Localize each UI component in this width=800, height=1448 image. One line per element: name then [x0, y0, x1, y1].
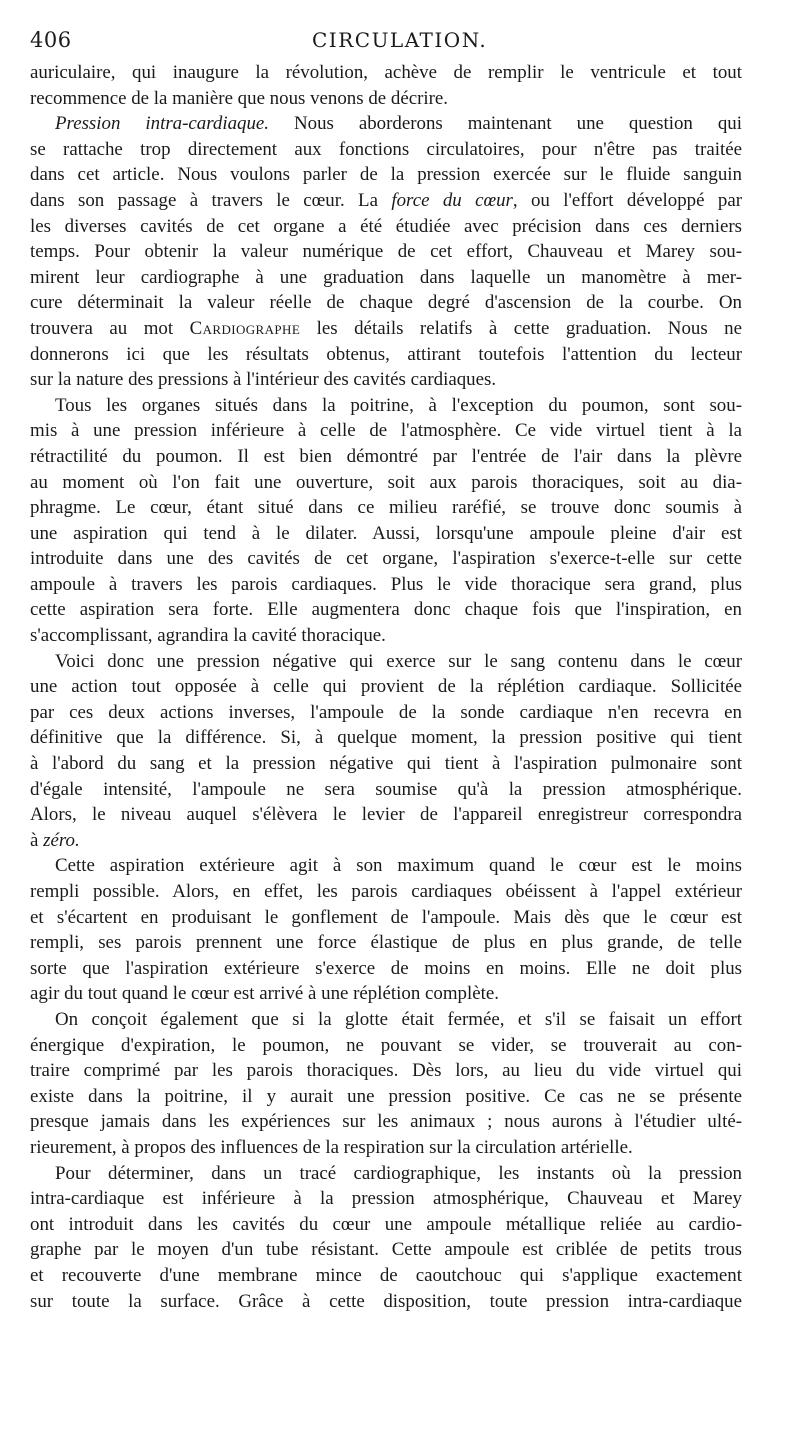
- text-line: [30, 316, 742, 342]
- text-line: existe dans la poitrine, il y aurait une pression positive. Ce cas ne se présente: [30, 1085, 742, 1107]
- text-line: rétractilité du poumon. Il est bien démontré par l'entrée de l'air dans la plèvre: [30, 445, 742, 467]
- cross-reference: Cardiographe: [189, 317, 301, 339]
- text-line: [30, 188, 742, 214]
- paragraph: [30, 853, 742, 1007]
- text-line: [30, 828, 742, 854]
- text-line: On conçoit également que si la glotte était fermée, et s'il se faisait un effort: [55, 1008, 742, 1030]
- book-page: [30, 24, 742, 1314]
- text-line: cette aspiration sera forte. Elle augmentera donc chaque fois que l'inspiration, en: [30, 599, 742, 621]
- text-line: sur la nature des pressions à l'intérieur des cavités cardiaques.: [30, 369, 497, 391]
- text-line: agir du tout quand le cœur est arrivé à une réplétion complète.: [30, 983, 499, 1005]
- text-line: intra-cardiaque est inférieure à la pression atmosphérique, Chauveau et Marey: [30, 1188, 742, 1210]
- paragraph: [30, 649, 742, 854]
- text-line: sorte que l'aspiration extérieure s'exerce de moins en moins. Elle ne doit plus: [30, 957, 742, 979]
- text-line: et recouverte d'une membrane mince de caoutchouc qui s'applique exactement: [30, 1264, 742, 1286]
- text-line: introduite dans une des cavités de cet organe, l'aspiration s'exerce-t-elle sur cette: [30, 548, 742, 570]
- text-fragment: , ou l'effort développé par: [512, 189, 742, 211]
- text-line: temps. Pour obtenir la valeur numérique de cet effort, Chauveau et Marey sou-: [30, 241, 742, 263]
- paragraph: [30, 111, 742, 393]
- text-line: mirent leur cardiographe à une graduation dans laquelle un manomètre à mer-: [30, 266, 742, 288]
- text-line: une action tout opposée à celle qui provient de la réplétion cardiaque. Sollicitée: [30, 676, 742, 698]
- page-header: [30, 24, 742, 60]
- text-fragment: à: [30, 829, 44, 851]
- text-fragment: dans son passage à travers le cœur. La: [30, 189, 392, 211]
- text-line: par ces deux actions inverses, l'ampoule de la sonde cardiaque n'en recevra en: [30, 701, 742, 723]
- text-line: traire comprimé par les parois thoraciques. Dès lors, au lieu du vide virtuel qui: [30, 1060, 742, 1082]
- text-line: s'accomplissant, agrandira la cavité thoracique.: [30, 625, 386, 647]
- page-number: 406: [30, 28, 72, 52]
- text-fragment: trouvera au mot: [30, 317, 190, 339]
- paragraph: [30, 60, 742, 111]
- text-line: à l'abord du sang et la pression négative qui tient à l'aspiration pulmonaire sont: [30, 753, 742, 775]
- text-line: sur toute la surface. Grâce à cette disposition, toute pression intra-cardiaque: [30, 1290, 742, 1312]
- text-line: [30, 111, 742, 137]
- text-line: ampoule à travers les parois cardiaques. Plus le vide thoracique sera grand, plus: [30, 573, 742, 595]
- text-line: recommence de la manière que nous venons de décrire.: [30, 87, 449, 109]
- text-line: ont introduit dans les cavités du cœur une ampoule métallique reliée au cardio-: [30, 1213, 742, 1235]
- text-fragment: les détails relatifs à cette graduation. Nous ne: [300, 317, 742, 339]
- text-line: Alors, le niveau auquel s'élèvera le levier de l'appareil enregistreur correspondra: [30, 804, 742, 826]
- text-line: une aspiration qui tend à le dilater. Aussi, lorsqu'une ampoule pleine d'air est: [30, 522, 742, 544]
- text-line: donnerons ici que les résultats obtenus, attirant toutefois l'attention du lecteur: [30, 343, 742, 365]
- text-line: Voici donc une pression négative qui exerce sur le sang contenu dans le cœur: [55, 650, 742, 672]
- text-line: presque jamais dans les expériences sur les animaux ; nous aurons à l'étudier ulté-: [30, 1111, 742, 1133]
- running-head: CIRCULATION.: [312, 28, 488, 52]
- text-line: se rattache trop directement aux fonctions circulatoires, pour n'être pas traitée: [30, 138, 742, 160]
- body-text: [30, 60, 742, 1314]
- text-line: Pour déterminer, dans un tracé cardiographique, les instants où la pression: [55, 1162, 742, 1184]
- text-line: rempli, ses parois prennent une force élastique de plus en plus grande, de telle: [30, 932, 742, 954]
- text-line: phragme. Le cœur, étant situé dans ce milieu raréfié, se trouve donc soumis à: [30, 497, 742, 519]
- text-line: mis à une pression inférieure à celle de l'atmosphère. Ce vide virtuel tient à la: [30, 420, 742, 442]
- italic-term: force du cœur: [391, 189, 513, 211]
- text-line: définitive que la différence. Si, à quelque moment, la pression positive qui tient: [30, 727, 742, 749]
- text-line: auriculaire, qui inaugure la révolution, achève de remplir le ventricule et tout: [30, 62, 742, 83]
- text-line: graphe par le moyen d'un tube résistant. Cette ampoule est criblée de petits trous: [30, 1239, 742, 1261]
- text-line: énergique d'expiration, le poumon, ne pouvant se vider, se trouverait au con-: [30, 1034, 742, 1056]
- paragraph: [30, 1161, 742, 1315]
- text-fragment: Nous aborderons maintenant une question qui: [269, 113, 742, 135]
- paragraph: [30, 1007, 742, 1161]
- text-line: les diverses cavités de cet organe a été étudiée avec précision dans ces derniers: [30, 215, 742, 237]
- italic-term: zéro.: [43, 829, 80, 851]
- text-line: Tous les organes situés dans la poitrine, à l'exception du poumon, sont sou-: [55, 394, 742, 416]
- paragraph: [30, 393, 742, 649]
- text-line: dans cet article. Nous voulons parler de la pression exercée sur le fluide sanguin: [30, 164, 742, 186]
- text-line: rieurement, à propos des influences de la respiration sur la circulation artérielle.: [30, 1136, 633, 1158]
- text-line: au moment où l'on fait une ouverture, soit aux parois thoraciques, soit au dia-: [30, 471, 742, 493]
- text-line: rempli possible. Alors, en effet, les parois cardiaques obéissent à l'appel extérieur: [30, 881, 742, 902]
- text-line: Cette aspiration extérieure agit à son maximum quand le cœur est le moins: [55, 855, 742, 877]
- section-heading: Pression intra-cardiaque.: [55, 113, 270, 135]
- text-line: d'égale intensité, l'ampoule ne sera soumise qu'à la pression atmosphérique.: [30, 778, 742, 800]
- text-line: et s'écartent en produisant le gonflement de l'ampoule. Mais dès que le cœur est: [30, 906, 742, 928]
- text-line: cure déterminait la valeur réelle de chaque degré d'ascension de la courbe. On: [30, 292, 742, 314]
